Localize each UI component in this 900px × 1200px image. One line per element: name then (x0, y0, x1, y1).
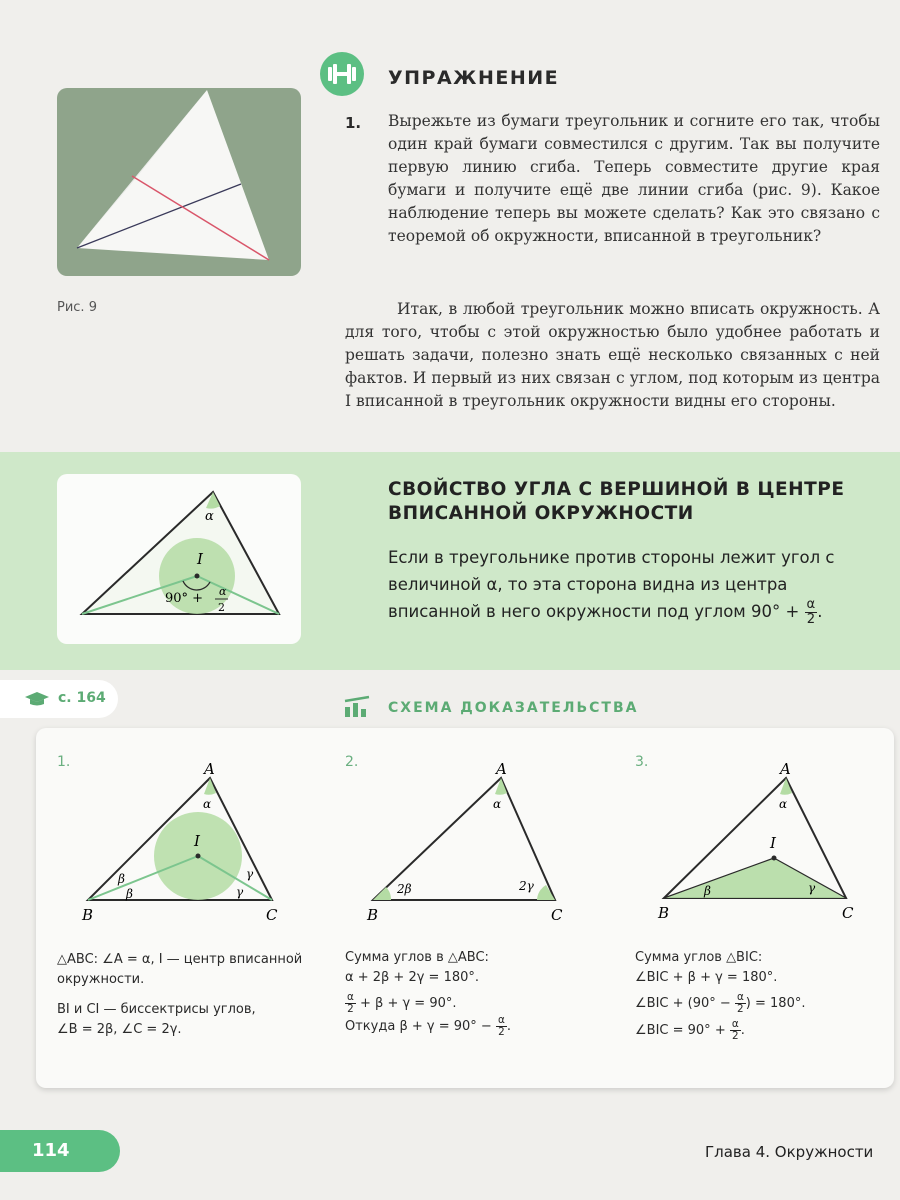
svg-text:β: β (118, 872, 125, 886)
theorem-fig-angle: 90° + (165, 591, 204, 606)
step-3-caption: Сумма углов △BIC: ∠BIC + β + γ = 180°. ∠BIC + (90° − $\frac{\alpha}{2}$ ) = 180°. ∠BIC = 90° + $\frac{\alpha}{2}$ . (635, 950, 806, 1042)
page-number: 114 (32, 1140, 70, 1161)
theorem-fig-alpha: α (205, 509, 214, 524)
svg-text:B: B (82, 906, 94, 924)
dumbbell-icon (320, 52, 364, 96)
svg-text:I: I (194, 832, 200, 850)
graduation-cap-icon (24, 691, 50, 707)
step-2-number: 2. (345, 754, 359, 770)
svg-text:A: A (204, 760, 215, 778)
svg-text:B: B (367, 906, 379, 924)
step-2-caption: Сумма углов в △ABC: α + 2β + 2γ = 180°. $\frac{\alpha}{2}$ + β + γ = 90°. Откуда β + γ = 90° − $\frac{\alpha}{2}$ . (345, 950, 511, 1038)
svg-text:β: β (126, 887, 133, 901)
theorem-title: СВОЙСТВО УГЛА С ВЕРШИНОЙ В ЦЕНТРЕ ВПИСАННОЙ ОКРУЖНОСТИ (388, 479, 845, 524)
step-1-figure (70, 758, 300, 928)
svg-text:2: 2 (218, 601, 225, 614)
svg-text:I: I (770, 834, 776, 852)
step-1-number: 1. (57, 754, 71, 770)
svg-text:C: C (551, 906, 563, 924)
figure-caption: Рис. 9 (57, 300, 97, 315)
svg-text:2β: 2β (397, 882, 412, 896)
svg-text:A: A (496, 760, 507, 778)
svg-text:β: β (704, 884, 711, 898)
svg-text:α: α (493, 797, 502, 811)
svg-text:α: α (779, 797, 788, 811)
theorem-text: Если в треугольнике против стороны лежит угол с величиной α, то эта сторона видна из центра вписанной в него окружности под углом 90° + $\frac{\alpha}{2}$ . (388, 548, 835, 627)
svg-text:C: C (266, 906, 278, 924)
step-2-figure (355, 758, 585, 928)
scheme-title: СХЕМА ДОКАЗАТЕЛЬСТВА (388, 700, 639, 716)
step-3-number: 3. (635, 754, 649, 770)
svg-text:α: α (203, 797, 212, 811)
svg-text:B: B (658, 904, 670, 922)
svg-text:γ: γ (808, 881, 816, 895)
theorem-fig-center: I (197, 550, 203, 568)
svg-text:γ: γ (236, 885, 244, 899)
exercise-number: 1. (345, 114, 362, 132)
svg-text:C: C (842, 904, 854, 922)
svg-text:γ: γ (246, 867, 254, 881)
exercise-title: УПРАЖНЕНИЕ (388, 67, 560, 89)
body-paragraph: Итак, в любой треугольник можно вписать окружность. А для того, чтобы с этой окружностью было удобнее работать и решать задачи, полезно знать ещё несколько связанных с ней фактов. И первый из них связан с углом, под которым из центра I вписанной в треугольник окружности видны его стороны. (345, 300, 880, 410)
svg-text:α: α (219, 585, 227, 598)
proof-scheme-icon (343, 695, 373, 719)
chapter-title: Глава 4. Окружности (705, 1143, 874, 1161)
theorem-figure (57, 474, 301, 644)
svg-text:A: A (780, 760, 791, 778)
exercise-text: Вырежьте из бумаги треугольник и согните его так, чтобы один край бумаги совместился с другим. Так вы получите первую линию сгиба. Теперь совместите другие края бумаги и получите ещё две линии сгиба (рис. 9). Какое наблюдение теперь вы можете сделать? Как это связано с теоремой об окружности, вписанной в треугольник? (388, 112, 880, 245)
page-reference[interactable]: с. 164 (58, 690, 106, 706)
step-3-figure (648, 758, 878, 928)
step-1-caption: △ABC: ∠A = α, I — центр вписанной окружности. BI и CI — биссектрисы углов, ∠B = 2β, ∠C = 2γ. (57, 952, 303, 1037)
svg-text:2γ: 2γ (519, 879, 534, 893)
paper-triangle-photo (57, 88, 301, 276)
